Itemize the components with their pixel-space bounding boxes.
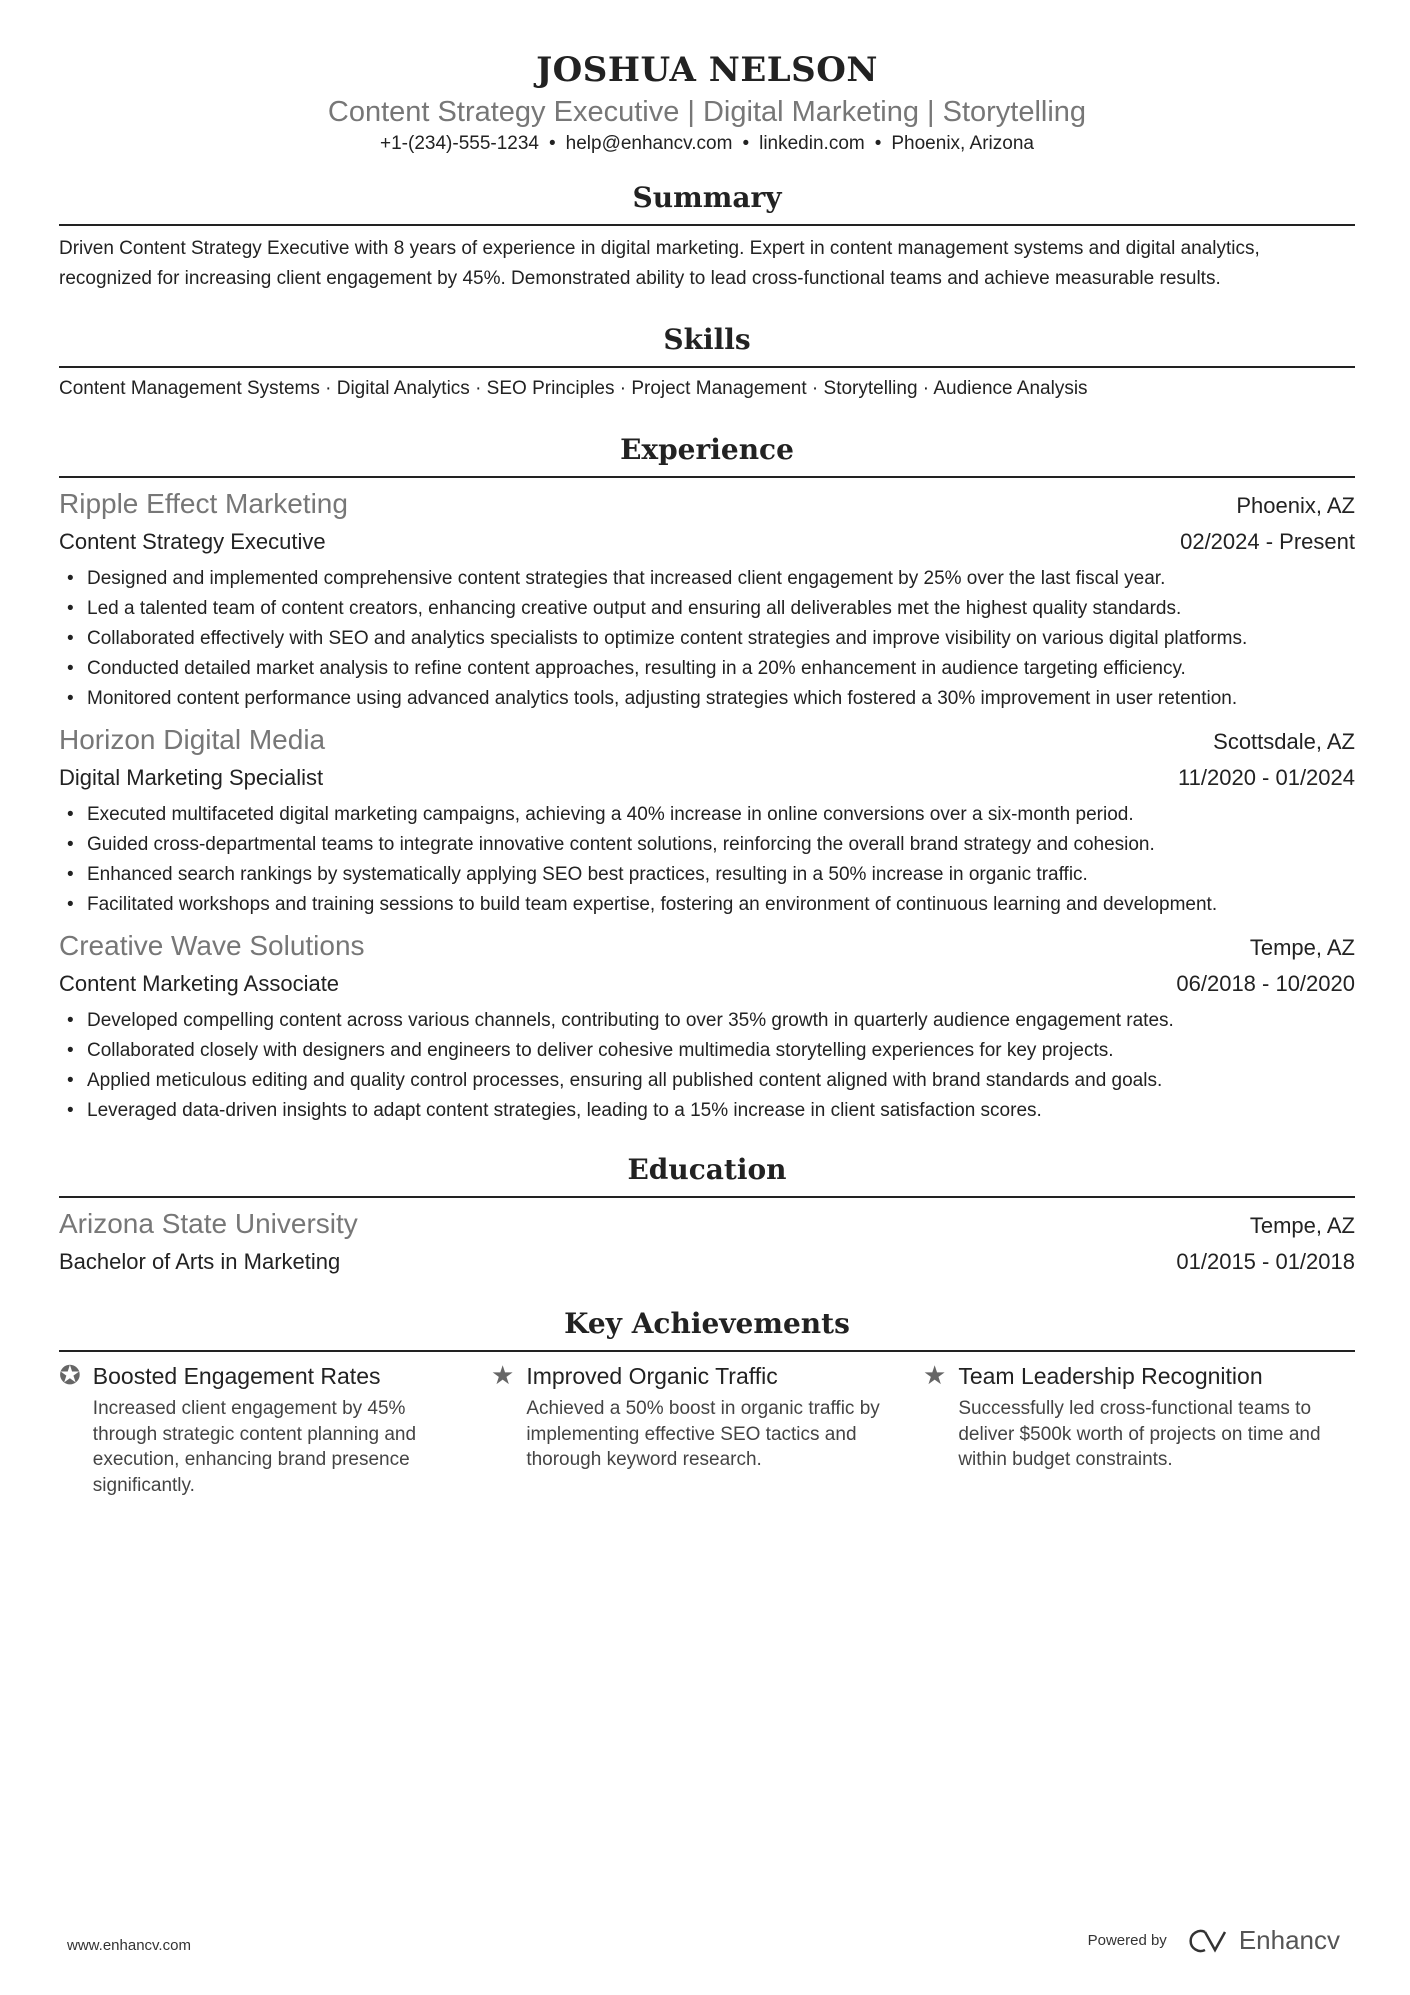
bullet-item: • Led a talented team of content creators, enhancing creative output and ensuring all deliverables met the highest quality standards. <box>59 594 1355 624</box>
powered-by-label: Powered by <box>1087 1932 1167 1949</box>
bullet-item: • Conducted detailed market analysis to refine content approaches, resulting in a 20% enhancement in audience targeting efficiency. <box>59 654 1355 684</box>
star-icon: ★ <box>923 1360 947 1390</box>
enhancv-logo-icon <box>1187 1928 1231 1954</box>
job-role: Content Strategy Executive <box>59 529 326 554</box>
bullet-item: • Leveraged data-driven insights to adapt content strategies, leading to a 15% increase in client satisfaction scores. <box>59 1096 1355 1126</box>
footer-powered <box>1088 1925 1340 1956</box>
job-role: Content Marketing Associate <box>59 971 340 996</box>
education-dates: 01/2015 - 01/2018 <box>1176 1249 1355 1274</box>
bullet-item: • Collaborated effectively with SEO and analytics specialists to optimize content strategies and improve visibility on various digital platforms. <box>59 624 1355 654</box>
separator: • <box>742 133 750 154</box>
footer-website[interactable]: www.enhancv.com <box>67 1937 191 1954</box>
achievements-section <box>59 1306 1355 1498</box>
section-heading: Summary <box>59 180 1355 226</box>
bullet-item: • Facilitated workshops and training sessions to build team expertise, fostering an environment of continuous learning and development. <box>59 890 1355 920</box>
achievement-desc: Successfully led cross-functional teams to deliver $500k worth of projects on time and within budget constraints. <box>958 1398 1321 1470</box>
degree: Bachelor of Arts in Marketing <box>59 1249 341 1274</box>
education-section <box>59 1152 1355 1280</box>
achievement-item <box>491 1360 923 1498</box>
bullet-item: • Guided cross-departmental teams to integrate innovative content solutions, reinforcing the overall brand strategy and cohesion. <box>59 830 1355 860</box>
achievement-desc: Achieved a 50% boost in organic traffic by implementing effective SEO tactics and thorough keyword research. <box>526 1398 880 1470</box>
brand-name: Enhancv <box>1238 1925 1340 1955</box>
experience-section <box>59 432 1355 1126</box>
separator: • <box>874 133 882 154</box>
company-name: Horizon Digital Media <box>59 724 326 755</box>
bullet-item: • Applied meticulous editing and quality control processes, ensuring all published content aligned with brand standards and goals. <box>59 1066 1355 1096</box>
enhancv-logo <box>1187 1925 1340 1956</box>
education-entry <box>59 1206 1355 1280</box>
candidate-title: Content Strategy Executive | Digital Marketing | Storytelling <box>327 96 1087 128</box>
job-bullets <box>59 1006 1355 1126</box>
company-name: Ripple Effect Marketing <box>59 488 348 519</box>
award-icon: ✪ <box>59 1360 81 1390</box>
resume-page <box>59 0 1355 1498</box>
job-bullets <box>59 800 1355 920</box>
achievement-item <box>923 1360 1355 1498</box>
achievement-desc: Increased client engagement by 45% through strategic content planning and execution, enhancing brand presence significantly. <box>92 1398 417 1496</box>
achievement-title: Team Leadership Recognition <box>958 1363 1263 1389</box>
job-entry <box>59 722 1355 920</box>
job-bullets <box>59 564 1355 714</box>
section-heading: Key Achievements <box>59 1306 1355 1352</box>
school-name: Arizona State University <box>59 1208 358 1239</box>
bullet-item: • Designed and implemented comprehensive content strategies that increased client engagement by 25% over the last fiscal year. <box>59 564 1355 594</box>
bullet-item: • Developed compelling content across various channels, contributing to over 35% growth in quarterly audience engagement rates. <box>59 1006 1355 1036</box>
contact-line <box>59 132 1355 156</box>
job-dates: 02/2024 - Present <box>1180 529 1355 554</box>
job-entry <box>59 928 1355 1126</box>
bullet-item: • Executed multifaceted digital marketing campaigns, achieving a 40% increase in online conversions over a six-month period. <box>59 800 1355 830</box>
achievement-item <box>59 1360 491 1498</box>
location: Phoenix, Arizona <box>891 133 1034 154</box>
job-dates: 11/2020 - 01/2024 <box>1178 765 1355 790</box>
phone: +1-(234)-555-1234 <box>380 133 539 154</box>
school-location: Tempe, AZ <box>1249 1213 1355 1238</box>
linkedin-link[interactable]: linkedin.com <box>759 133 865 154</box>
section-heading: Education <box>59 1152 1355 1198</box>
bullet-item: • Collaborated closely with designers and engineers to deliver cohesive multimedia storytelling experiences for key projects. <box>59 1036 1355 1066</box>
achievement-title: Boosted Engagement Rates <box>92 1363 381 1389</box>
star-icon: ★ <box>491 1360 515 1390</box>
candidate-name: JOSHUA NELSON <box>536 50 878 90</box>
summary-text: Driven Content Strategy Executive with 8 years of experience in digital marketing. Expert in content management systems and digital analytics, recognized for increasing client engagement by 45%. Demonstrated ability to lead cross-functional teams and achieve measurable results. <box>59 238 1260 289</box>
bullet-item: • Enhanced search rankings by systematically applying SEO best practices, resulting in a 50% increase in organic traffic. <box>59 860 1355 890</box>
job-entry <box>59 486 1355 714</box>
separator: • <box>548 133 556 154</box>
section-heading: Experience <box>59 432 1355 478</box>
job-dates: 06/2018 - 10/2020 <box>1176 971 1355 996</box>
job-location: Phoenix, AZ <box>1236 493 1355 518</box>
job-location: Tempe, AZ <box>1249 935 1355 960</box>
skills-list: Content Management Systems · Digital Analytics · SEO Principles · Project Management · Storytelling · Audience Analysis <box>59 378 1088 399</box>
summary-section <box>59 180 1355 294</box>
achievement-title: Improved Organic Traffic <box>526 1363 778 1389</box>
section-heading: Skills <box>59 322 1355 368</box>
company-name: Creative Wave Solutions <box>59 930 365 961</box>
job-location: Scottsdale, AZ <box>1213 729 1355 754</box>
skills-section <box>59 322 1355 404</box>
job-role: Digital Marketing Specialist <box>59 765 324 790</box>
bullet-item: • Monitored content performance using advanced analytics tools, adjusting strategies which fostered a 30% improvement in user retention. <box>59 684 1355 714</box>
email-link[interactable]: help@enhancv.com <box>565 133 733 154</box>
